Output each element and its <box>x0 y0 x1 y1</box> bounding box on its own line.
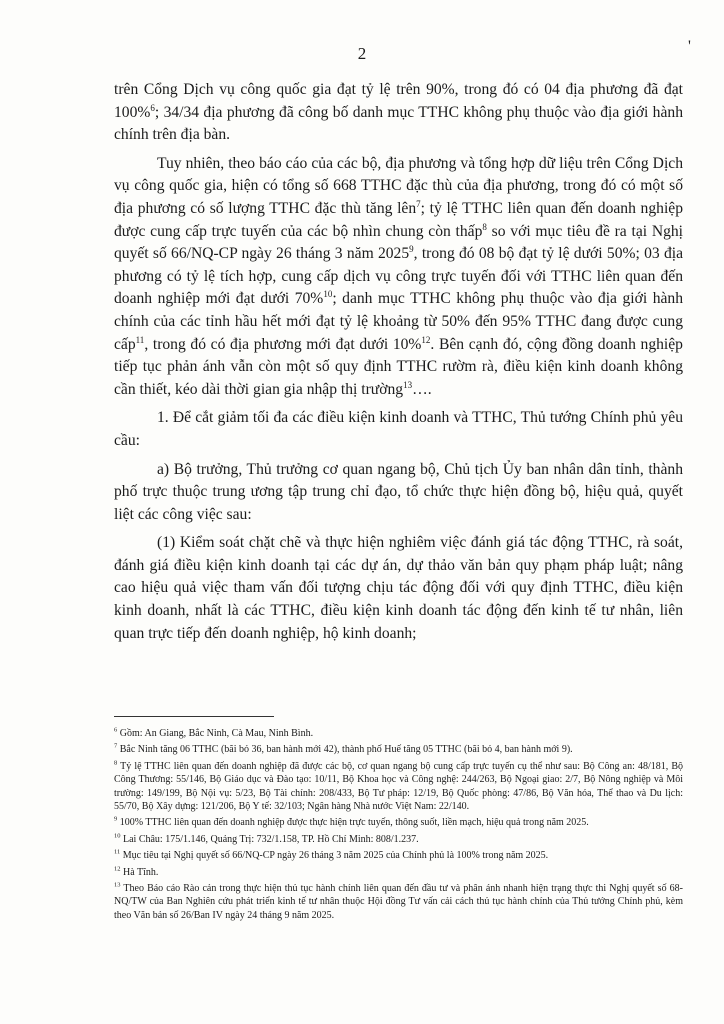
footnote-text: Hà Tĩnh. <box>120 866 159 878</box>
footnote-text: 100% TTHC liên quan đến doanh nghiệp được thực hiện trực tuyến, thông suốt, liền mạch, hiệu quả trong năm 2025. <box>117 817 589 829</box>
text-run: Tuy nhiên, theo báo cáo của các bộ, địa phương và tổng hợp dữ liệu trên Cổng Dịch vụ công quốc gia, hiện có tổng số 668 TTHC đặc thù của địa phương, trong đó có một số địa phương có số lượng TTHC đặc thù tăng lên <box>114 154 683 217</box>
footnotes <box>114 727 683 925</box>
footnote-number: 12 <box>114 865 121 873</box>
text-run: . Bên cạnh đó, cộng đồng doanh nghiệp tiếp tục phản ánh vẫn còn một số quy định TTHC rườm rà, điều kiện kinh doanh không cần thiết, kéo dài thời gian gia nhập thị trường <box>114 335 683 398</box>
text-run: ; 34/34 địa phương đã công bố danh mục TTHC không phụ thuộc vào địa giới hành chính trên địa bàn. <box>114 103 683 144</box>
text-run: ; tỷ lệ TTHC liên quan đến doanh nghiệp được cung cấp trực tuyến của các bộ nhìn chung còn thấp <box>114 199 683 240</box>
body-text <box>114 79 683 651</box>
footnote-ref: 12 <box>421 334 431 345</box>
footnote-ref: 8 <box>482 221 487 232</box>
paragraph-item-a: a) Bộ trưởng, Thủ trưởng cơ quan ngang bộ, Chủ tịch Ủy ban nhân dân tỉnh, thành phố trực thuộc trung ương tập trung chỉ đạo, tổ chức thực hiện đồng bộ, hiệu quả, quyết liệt các công việc sau: <box>114 460 683 523</box>
paragraph-continuation <box>114 79 683 147</box>
paragraph-subitem-1: (1) Kiểm soát chặt chẽ và thực hiện nghiêm việc đánh giá tác động TTHC, rà soát, đánh giá điều kiện kinh doanh tại các dự án, dự thảo văn bản quy phạm pháp luật; nâng cao hiệu quả việc tham vấn đối tượng chịu tác động đối với quy định TTHC, điều kiện kinh doanh, nhất là các TTHC, điều kiện kinh doanh tác động đến kinh tế tư nhân, liên quan trực tiếp đến doanh nghiệp, hộ kinh doanh; <box>114 534 683 642</box>
footnote-divider <box>114 716 274 717</box>
footnote <box>114 849 683 862</box>
footnote <box>114 833 683 846</box>
footnote-ref: 7 <box>416 198 421 209</box>
footnote-number: 8 <box>114 759 118 767</box>
footnote-ref: 13 <box>403 379 413 390</box>
page-number: 2 <box>357 44 367 63</box>
text-run: , trong đó 08 bộ đạt tỷ lệ dưới 50%; 03 địa phương có tỷ lệ tích hợp, cung cấp dịch vụ công trực tuyến đối với TTHC liên quan đến doanh nghiệp mới đạt dưới 70% <box>114 245 683 308</box>
footnote-text: Gồm: An Giang, Bắc Ninh, Cà Mau, Ninh Bình. <box>117 728 314 739</box>
footnote <box>114 816 683 829</box>
text-run: so với mục tiêu đề ra tại Nghị quyết số 66/NQ-CP ngày 26 tháng 3 năm 2025 <box>114 222 684 263</box>
footnote-text: Lai Châu: 175/1.146, Quảng Trị: 732/1.158, TP. Hồ Chí Minh: 808/1.237. <box>120 833 419 845</box>
footnote-text: Theo Báo cáo Rào cản trong thực hiện thủ tục hành chính liên quan đến đầu tư và phân ánh nhanh hiện trạng thực thi Nghị quyết số 68-NQ/TW của Ban Nghiên cứu phát triển kinh tế tư nhân thuộc Hội đồng Tư vấn cải cách thủ tục hành chính của Thủ tướng Chính phủ, kèm theo Văn bản số 26/Ban IV ngày 24 tháng 9 năm 2025. <box>114 883 683 921</box>
footnote-text: Bắc Ninh tăng 06 TTHC (bãi bỏ 36, ban hành mới 42), thành phố Huế tăng 05 TTHC (bãi bỏ 4, ban hành mới 9). <box>117 744 573 756</box>
footnote-ref: 10 <box>323 289 333 300</box>
footnote <box>114 743 683 756</box>
text-run: ; danh mục TTHC không phụ thuộc vào địa giới hành chính của các tỉnh hầu hết mới đạt tỷ lệ khoảng từ 50% đến 95% TTHC đang được cung cấp <box>114 290 684 353</box>
paragraph-however <box>114 153 683 402</box>
text-run: , trong đó có địa phương mới đạt dưới 10% <box>144 335 422 353</box>
footnote-number: 13 <box>114 881 121 889</box>
footnote <box>114 760 683 814</box>
text-run: …. <box>412 380 432 398</box>
scan-mark: ' <box>688 38 691 55</box>
footnote-ref: 6 <box>150 102 155 113</box>
footnote-number: 11 <box>114 848 121 856</box>
footnote-ref: 11 <box>135 334 145 345</box>
footnote <box>114 727 683 740</box>
footnote-ref: 9 <box>409 243 414 254</box>
footnote-number: 9 <box>114 816 118 824</box>
footnote-number: 6 <box>114 726 118 734</box>
footnote-text: Mục tiêu tại Nghị quyết số 66/NQ-CP ngày 26 tháng 3 năm 2025 của Chính phủ là 100% trong năm 2025. <box>120 850 549 862</box>
footnote <box>114 866 683 879</box>
paragraph-item-1: 1. Để cắt giảm tối đa các điều kiện kinh doanh và TTHC, Thủ tướng Chính phủ yêu cầu: <box>114 409 683 449</box>
footnote-number: 10 <box>114 832 121 840</box>
footnote-number: 7 <box>114 743 118 751</box>
text-run: trên Cổng Dịch vụ công quốc gia đạt tỷ lệ trên 90%, trong đó có 04 địa phương đã đạt 100% <box>114 81 683 121</box>
footnote <box>114 882 683 922</box>
footnote-text: Tỷ lệ TTHC liên quan đến doanh nghiệp đã được các bộ, cơ quan ngang bộ cung cấp trực tuyến cụ thể như sau: Bộ Công an: 48/181, Bộ Công Thương: 55/146, Bộ Giáo dục và Đào tạo: 10/11, Bộ Khoa học và Công nghệ: 244/263, Bộ Ngoại giao: 2/7, Bộ Nông nghiệp và Môi trường: 149/199, Bộ Nội vụ: 5/23, Bộ Tài chính: 208/433, Bộ Tư pháp: 12/19, Bộ Quốc phòng: 47/86, Bộ Văn hóa, Thể thao và Du lịch: 55/70, Bộ Xây dựng: 121/206, Bộ Y tế: 32/103; Ngân hàng Nhà nước Việt Nam: 22/140. <box>114 760 683 813</box>
